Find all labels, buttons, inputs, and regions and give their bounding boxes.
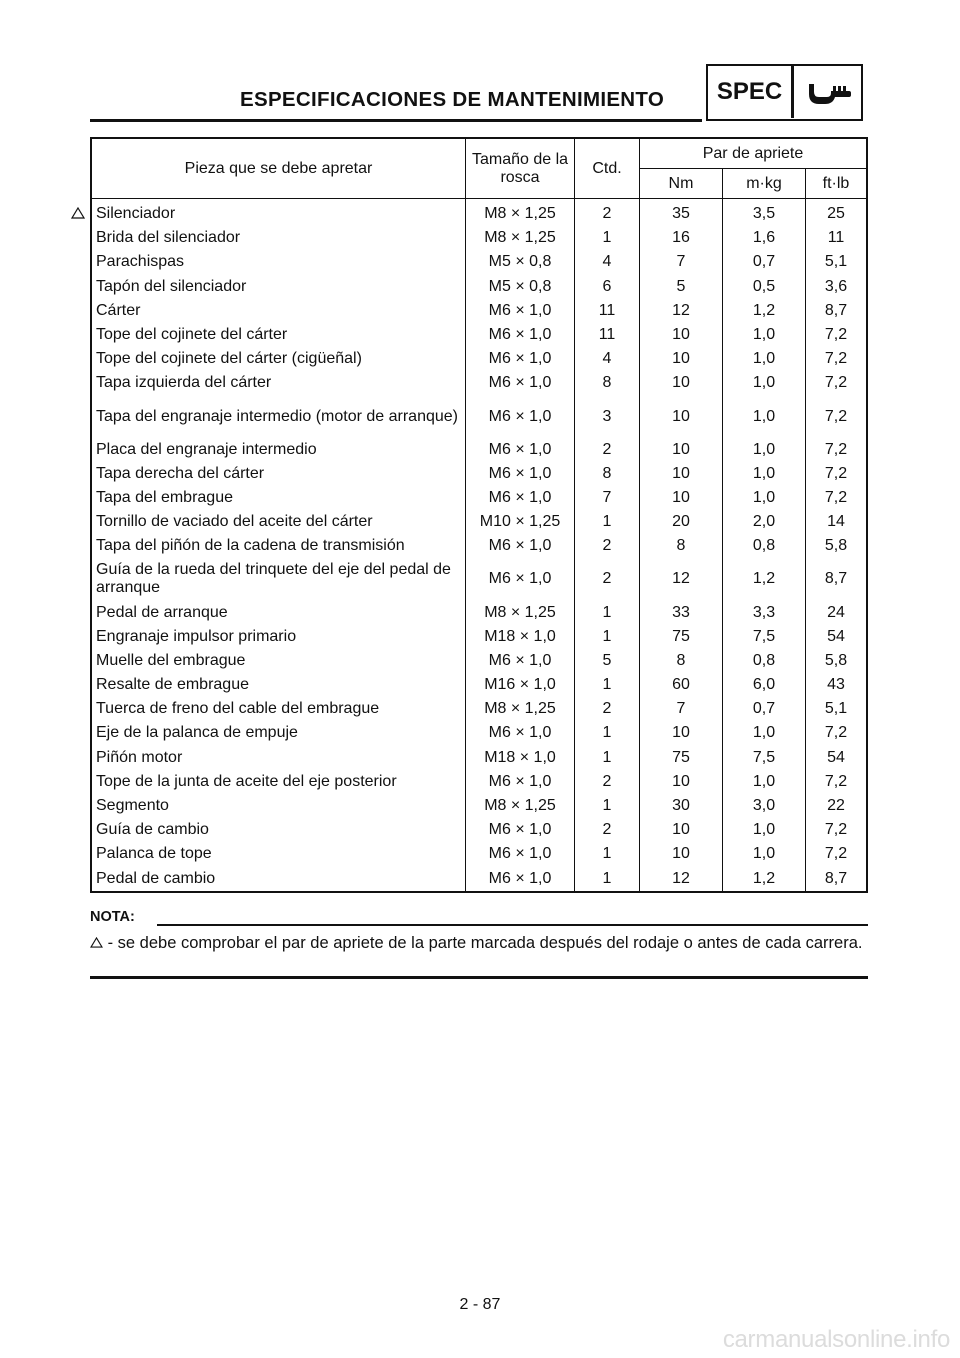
cell-part: Segmento: [96, 797, 169, 815]
cell-qty: 2: [575, 818, 640, 842]
cell-thread: M6 × 1,0: [466, 558, 575, 600]
cell-nm: 16: [640, 226, 723, 250]
table-row: [91, 486, 867, 510]
cell-part: Tapa del engranaje intermedio (motor de arranque): [96, 407, 458, 425]
cell-nm: 60: [640, 673, 723, 697]
cell-ftlb: 7,2: [806, 818, 868, 842]
cell-nm: 7: [640, 697, 723, 721]
cell-part: Eje de la palanca de empuje: [96, 724, 298, 742]
cell-mkg: 6,0: [723, 673, 806, 697]
cell-thread: M6 × 1,0: [466, 323, 575, 347]
cell-ftlb: 43: [806, 673, 868, 697]
cell-qty: 1: [575, 794, 640, 818]
nota-body: - se debe comprobar el par de apriete de la parte marcada después del rodaje o antes de cada carrera.: [103, 934, 863, 952]
cell-qty: 11: [575, 299, 640, 323]
cell-nm: 75: [640, 625, 723, 649]
table-row: [91, 558, 867, 600]
cell-ftlb: 5,8: [806, 534, 868, 558]
cell-mkg: 1,0: [723, 323, 806, 347]
table-row: [91, 842, 867, 866]
cell-nm: 10: [640, 323, 723, 347]
cell-part: Palanca de tope: [96, 845, 212, 863]
cell-ftlb: 7,2: [806, 721, 868, 745]
cell-ftlb: 8,7: [806, 867, 868, 892]
table-row: [91, 438, 867, 462]
cell-ftlb: 14: [806, 510, 868, 534]
cell-ftlb: 5,1: [806, 697, 868, 721]
table-row: [91, 794, 867, 818]
cell-part: Engranaje impulsor primario: [96, 627, 297, 645]
cell-qty: 1: [575, 600, 640, 624]
cell-part: Guía de la rueda del trinquete del eje del pedal de arranque: [96, 561, 451, 597]
cell-mkg: 1,0: [723, 818, 806, 842]
table-row: [91, 510, 867, 534]
cell-mkg: 1,0: [723, 396, 806, 438]
col-header-mkg: m·kg: [723, 169, 806, 199]
cell-qty: 2: [575, 558, 640, 600]
triangle-mark-icon: [90, 937, 103, 948]
cell-mkg: 1,2: [723, 299, 806, 323]
table-row: [91, 226, 867, 250]
table-row: [91, 867, 867, 892]
cell-mkg: 2,0: [723, 510, 806, 534]
cell-ftlb: 8,7: [806, 558, 868, 600]
cell-part: Tope del cojinete del cárter (cigüeñal): [96, 350, 362, 368]
cell-qty: 2: [575, 534, 640, 558]
cell-thread: M6 × 1,0: [466, 842, 575, 866]
cell-nm: 10: [640, 486, 723, 510]
cell-part: Tuerca de freno del cable del embrague: [96, 700, 380, 718]
table-row: [91, 275, 867, 299]
table-row: [91, 347, 867, 371]
cell-thread: M10 × 1,25: [466, 510, 575, 534]
cell-thread: M6 × 1,0: [466, 371, 575, 395]
cell-nm: 5: [640, 275, 723, 299]
nota-text: [90, 929, 868, 957]
cell-thread: M6 × 1,0: [466, 534, 575, 558]
table-row: [91, 818, 867, 842]
cell-thread: M6 × 1,0: [466, 396, 575, 438]
cell-part: Pedal de cambio: [96, 869, 216, 887]
cell-part: Tope del cojinete del cárter: [96, 326, 288, 344]
table-row: [91, 721, 867, 745]
cell-mkg: 1,0: [723, 371, 806, 395]
cell-ftlb: 7,2: [806, 770, 868, 794]
spec-badge-label: SPEC: [716, 78, 783, 105]
cell-ftlb: 3,6: [806, 275, 868, 299]
cell-ftlb: 7,2: [806, 323, 868, 347]
cell-qty: 1: [575, 721, 640, 745]
cell-part: Tapa derecha del cárter: [96, 464, 265, 482]
cell-mkg: 1,0: [723, 721, 806, 745]
cell-ftlb: 7,2: [806, 486, 868, 510]
cell-part: Tapa del embrague: [96, 488, 233, 506]
cell-nm: 8: [640, 534, 723, 558]
cell-mkg: 0,8: [723, 534, 806, 558]
cell-mkg: 1,0: [723, 842, 806, 866]
cell-mkg: 1,0: [723, 438, 806, 462]
cell-mkg: 0,7: [723, 697, 806, 721]
cell-ftlb: 5,1: [806, 250, 868, 274]
cell-nm: 10: [640, 462, 723, 486]
cell-thread: M5 × 0,8: [466, 250, 575, 274]
cell-mkg: 1,2: [723, 558, 806, 600]
header-rule: [90, 119, 702, 122]
cell-ftlb: 8,7: [806, 299, 868, 323]
cell-ftlb: 11: [806, 226, 868, 250]
cell-mkg: 3,3: [723, 600, 806, 624]
cell-nm: 7: [640, 250, 723, 274]
col-header-ftlb: ft·lb: [806, 169, 868, 199]
cell-thread: M6 × 1,0: [466, 818, 575, 842]
cell-qty: 2: [575, 770, 640, 794]
cell-part: Pedal de arranque: [96, 603, 228, 621]
cell-qty: 1: [575, 226, 640, 250]
watermark: carmanualsonline.info: [722, 1326, 950, 1353]
cell-qty: 1: [575, 625, 640, 649]
cell-part: Muelle del embrague: [96, 651, 246, 669]
cell-thread: M8 × 1,25: [466, 697, 575, 721]
cell-mkg: 0,8: [723, 649, 806, 673]
page-title: ESPECIFICACIONES DE MANTENIMIENTO: [240, 88, 665, 111]
cell-thread: M6 × 1,0: [466, 347, 575, 371]
table-body: [91, 199, 867, 892]
spec-badge: [706, 64, 863, 121]
bottom-rule: [90, 976, 868, 979]
cell-qty: 4: [575, 347, 640, 371]
cell-qty: 1: [575, 746, 640, 770]
cell-thread: M18 × 1,0: [466, 746, 575, 770]
cell-qty: 2: [575, 199, 640, 227]
cell-part: Silenciador: [96, 205, 176, 223]
cell-ftlb: 7,2: [806, 371, 868, 395]
cell-part: Tapa izquierda del cárter: [96, 374, 272, 392]
cell-thread: M8 × 1,25: [466, 199, 575, 227]
cell-mkg: 0,7: [723, 250, 806, 274]
cell-part: Placa del engranaje intermedio: [96, 440, 317, 458]
cell-qty: 2: [575, 438, 640, 462]
table-row: [91, 697, 867, 721]
cell-qty: 7: [575, 486, 640, 510]
col-header-thread: Tamaño de la rosca: [466, 138, 575, 199]
table-row: [91, 250, 867, 274]
cell-mkg: 7,5: [723, 625, 806, 649]
cell-part: Guía de cambio: [96, 821, 209, 839]
table-row: [91, 600, 867, 624]
table-row: [91, 746, 867, 770]
cell-qty: 4: [575, 250, 640, 274]
torque-spec-table: [90, 137, 868, 893]
cell-part: Cárter: [96, 301, 141, 319]
cell-part: Tornillo de vaciado del aceite del cárter: [96, 513, 373, 531]
cell-qty: 1: [575, 673, 640, 697]
cell-nm: 12: [640, 299, 723, 323]
table-row: [91, 770, 867, 794]
cell-thread: M8 × 1,25: [466, 600, 575, 624]
cell-part: Tope de la junta de aceite del eje posterior: [96, 772, 397, 790]
table-row: [91, 299, 867, 323]
cell-thread: M6 × 1,0: [466, 770, 575, 794]
nota-label: NOTA:: [90, 909, 135, 925]
col-header-torque: Par de apriete: [640, 138, 868, 169]
col-header-qty: Ctd.: [575, 138, 640, 199]
cell-mkg: 1,0: [723, 770, 806, 794]
cell-qty: 1: [575, 510, 640, 534]
cell-nm: 10: [640, 721, 723, 745]
cell-nm: 10: [640, 842, 723, 866]
cell-ftlb: 7,2: [806, 438, 868, 462]
cell-mkg: 7,5: [723, 746, 806, 770]
cell-ftlb: 54: [806, 625, 868, 649]
cell-ftlb: 25: [806, 199, 868, 227]
cell-mkg: 3,5: [723, 199, 806, 227]
cell-thread: M6 × 1,0: [466, 299, 575, 323]
cell-qty: 2: [575, 697, 640, 721]
cell-part: Tapón del silenciador: [96, 277, 247, 295]
table-row: [91, 649, 867, 673]
cell-part: Brida del silenciador: [96, 229, 241, 247]
table-row: [91, 534, 867, 558]
cell-nm: 10: [640, 396, 723, 438]
cell-nm: 33: [640, 600, 723, 624]
cell-part: Resalte de embrague: [96, 676, 249, 694]
cell-ftlb: 7,2: [806, 462, 868, 486]
table-row: [91, 323, 867, 347]
col-header-nm: Nm: [640, 169, 723, 199]
cell-thread: M5 × 0,8: [466, 275, 575, 299]
cell-qty: 1: [575, 867, 640, 892]
cell-nm: 35: [640, 199, 723, 227]
table-row: [91, 396, 867, 438]
cell-part: Parachispas: [96, 253, 185, 271]
cell-qty: 8: [575, 371, 640, 395]
cell-ftlb: 54: [806, 746, 868, 770]
table-row: [91, 673, 867, 697]
cell-nm: 12: [640, 867, 723, 892]
cell-mkg: 0,5: [723, 275, 806, 299]
table-row: [91, 199, 867, 227]
cell-ftlb: 24: [806, 600, 868, 624]
cell-mkg: 1,6: [723, 226, 806, 250]
cell-thread: M18 × 1,0: [466, 625, 575, 649]
page-number: 2 - 87: [459, 1296, 501, 1313]
nota-rule: [157, 924, 868, 926]
cell-thread: M6 × 1,0: [466, 438, 575, 462]
cell-qty: 1: [575, 842, 640, 866]
cell-nm: 30: [640, 794, 723, 818]
cell-qty: 6: [575, 275, 640, 299]
cell-nm: 12: [640, 558, 723, 600]
cell-ftlb: 5,8: [806, 649, 868, 673]
cell-nm: 10: [640, 347, 723, 371]
cell-ftlb: 7,2: [806, 347, 868, 371]
cell-thread: M16 × 1,0: [466, 673, 575, 697]
cell-ftlb: 22: [806, 794, 868, 818]
cell-nm: 75: [640, 746, 723, 770]
triangle-mark-icon: [71, 207, 85, 219]
cell-mkg: 1,2: [723, 867, 806, 892]
cell-nm: 8: [640, 649, 723, 673]
cell-ftlb: 7,2: [806, 842, 868, 866]
table-row: [91, 371, 867, 395]
cell-thread: M8 × 1,25: [466, 226, 575, 250]
cell-mkg: 1,0: [723, 347, 806, 371]
cell-qty: 11: [575, 323, 640, 347]
col-header-part: Pieza que se debe apretar: [184, 159, 373, 177]
cell-qty: 5: [575, 649, 640, 673]
wrench-icon: [805, 78, 853, 108]
cell-nm: 10: [640, 371, 723, 395]
cell-ftlb: 7,2: [806, 396, 868, 438]
cell-nm: 10: [640, 438, 723, 462]
cell-qty: 3: [575, 396, 640, 438]
spec-badge-divider: [791, 66, 794, 118]
cell-qty: 8: [575, 462, 640, 486]
table-row: [91, 462, 867, 486]
cell-nm: 20: [640, 510, 723, 534]
cell-thread: M6 × 1,0: [466, 649, 575, 673]
cell-nm: 10: [640, 818, 723, 842]
cell-thread: M6 × 1,0: [466, 462, 575, 486]
cell-mkg: 1,0: [723, 462, 806, 486]
cell-thread: M6 × 1,0: [466, 867, 575, 892]
cell-mkg: 3,0: [723, 794, 806, 818]
cell-nm: 10: [640, 770, 723, 794]
cell-thread: M8 × 1,25: [466, 794, 575, 818]
cell-thread: M6 × 1,0: [466, 721, 575, 745]
cell-mkg: 1,0: [723, 486, 806, 510]
cell-part: Piñón motor: [96, 748, 183, 766]
cell-part: Tapa del piñón de la cadena de transmisión: [96, 537, 405, 555]
table-row: [91, 625, 867, 649]
cell-thread: M6 × 1,0: [466, 486, 575, 510]
